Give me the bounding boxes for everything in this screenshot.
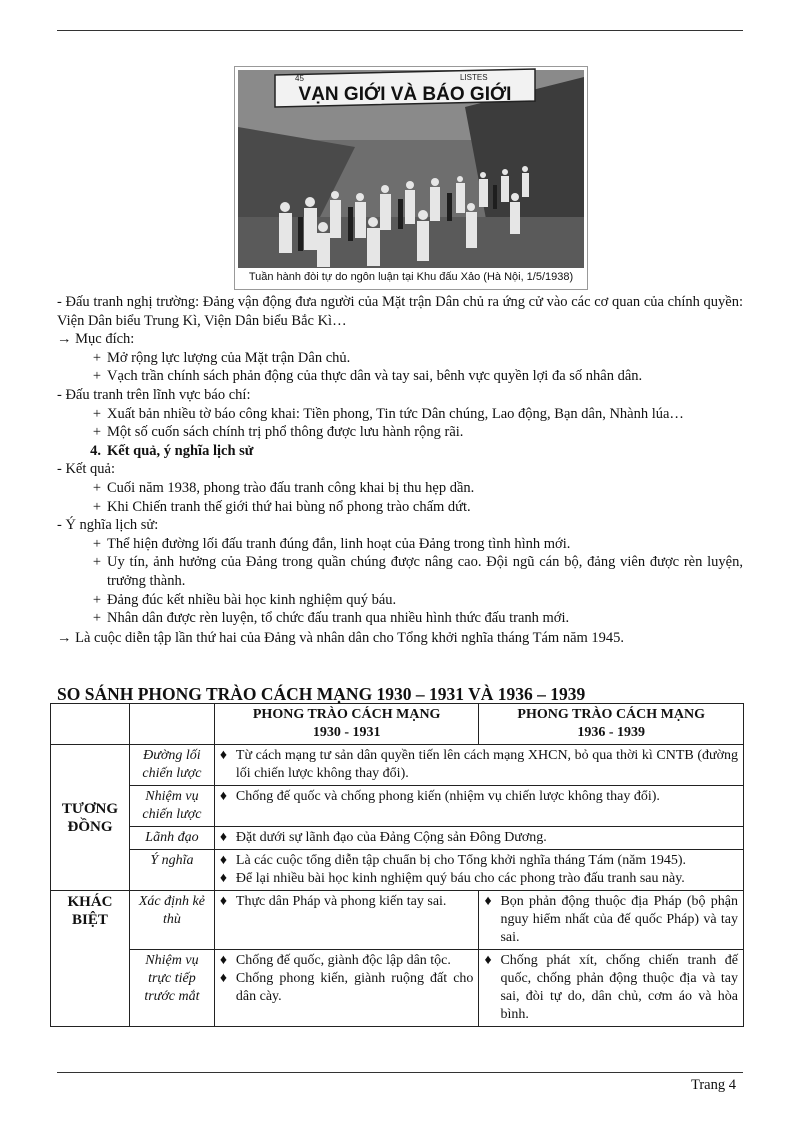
result-item: Khi Chiến tranh thế giới thứ hai bùng nổ phong trào chấm dứt.	[107, 498, 471, 515]
column-title: PHONG TRÀO CÁCH MẠNG	[252, 707, 441, 722]
comparison-heading: SO SÁNH PHONG TRÀO CÁCH MẠNG 1930 – 1931 VÀ 1936 – 1939	[57, 684, 586, 704]
purpose-heading: → Mục đích:	[57, 331, 135, 348]
merged-cell	[214, 786, 743, 827]
column-years: 1936 - 1939	[577, 725, 646, 740]
column-header-1930	[214, 704, 479, 745]
cell-text: Chống phát xít, chống chiến tranh đế quốc, chống phản động thuộc địa và tay sai, đòi tự do, dân chủ, cơm áo và hòa bình.	[500, 953, 738, 1022]
cell-text: Là các cuộc tổng diễn tập chuẩn bị cho Tổng khởi nghĩa tháng Tám (năm 1945).	[235, 853, 686, 868]
empty-header-cell	[129, 704, 214, 745]
page-number: Trang 4	[691, 1077, 736, 1093]
list-item	[220, 970, 474, 1006]
diamond-bullet-icon: ♦	[219, 748, 228, 763]
table-row	[51, 891, 744, 950]
meaning-item: Thể hiện đường lối đấu tranh đúng đắn, linh hoạt của Đảng trong tình hình mới.	[107, 535, 571, 552]
list-item	[57, 349, 743, 368]
plus-marker: +	[92, 535, 101, 552]
plus-marker: +	[92, 368, 101, 385]
list-item	[57, 498, 743, 517]
table-row	[51, 850, 744, 891]
list-item	[57, 405, 743, 424]
plus-marker: +	[92, 498, 101, 515]
result-heading: - Kết quả:	[57, 461, 115, 478]
photo-caption: Tuần hành đòi tự do ngôn luận tại Khu đấu Xảo (Hà Nội, 1/5/1938)	[238, 268, 584, 286]
banner-small-left: 45	[295, 74, 304, 83]
merged-cell	[214, 745, 743, 786]
list-item	[57, 609, 743, 628]
diamond-bullet-icon: ♦	[219, 871, 228, 886]
cell-text: Chống đế quốc và chống phong kiến (nhiệm vụ chiến lược không thay đổi).	[235, 789, 660, 804]
column-title: PHONG TRÀO CÁCH MẠNG	[517, 707, 705, 722]
section-4-heading	[57, 442, 743, 461]
diamond-bullet-icon: ♦	[219, 971, 228, 986]
table-row	[51, 950, 744, 1027]
banner-text: VẠN GIỚI VÀ BÁO GIỚI	[298, 84, 512, 105]
criterion-cell: Nhiệm vụ trực tiếp trước mắt	[129, 950, 214, 1027]
plus-marker: +	[92, 424, 101, 441]
table-header-row	[51, 704, 744, 745]
table-row	[51, 786, 744, 827]
table-row	[51, 827, 744, 850]
list-item	[220, 829, 738, 847]
cell-text: Từ cách mạng tư sản dân quyền tiến lên cách mạng XHCN, bỏ qua thời kì CNTB (đường lối chiến lược không thay đổi).	[235, 748, 738, 781]
cell-1930	[214, 891, 479, 950]
list-item	[57, 367, 743, 386]
purpose-item: Mở rộng lực lượng của Mặt trận Dân chủ.	[107, 349, 351, 366]
meaning-item: Uy tín, ảnh hưởng của Đảng trong quần chúng được nâng cao. Đội ngũ cán bộ, đảng viên được rèn luyện, trưởng thành.	[107, 554, 743, 589]
press-item: Một số cuốn sách chính trị phổ thông được lưu hành rộng rãi.	[107, 424, 464, 441]
criterion-cell: Nhiệm vụ chiến lược	[129, 786, 214, 827]
list-item	[220, 747, 738, 783]
table-row	[51, 745, 744, 786]
list-item	[57, 591, 743, 610]
comparison-table	[50, 703, 744, 1027]
list-item	[220, 870, 738, 888]
list-item	[57, 553, 743, 590]
criterion-cell: Đường lối chiến lược	[129, 745, 214, 786]
group-similarities: TƯƠNG ĐỒNG	[51, 745, 130, 891]
meaning-heading: - Ý nghĩa lịch sử:	[57, 517, 159, 534]
diamond-bullet-icon: ♦	[219, 894, 228, 909]
section-title: Kết quả, ý nghĩa lịch sử	[107, 442, 254, 459]
meaning-item: Đảng đúc kết nhiều bài học kinh nghiệm quý báu.	[107, 591, 397, 608]
list-item	[57, 479, 743, 498]
group-differences: KHÁC BIỆT	[51, 891, 130, 1027]
body-text	[57, 293, 743, 647]
criterion-cell: Xác định kẻ thù	[129, 891, 214, 950]
press-item: Xuất bản nhiều tờ báo công khai: Tiền phong, Tin tức Dân chúng, Lao động, Bạn dân, Nhành lúa…	[107, 405, 684, 422]
column-years: 1930 - 1931	[312, 725, 381, 740]
cell-text: Bọn phản động thuộc địa Pháp (bộ phận nguy hiểm nhất của đế quốc Pháp) và tay sai.	[500, 894, 738, 945]
list-item	[220, 952, 474, 970]
plus-marker: +	[92, 479, 101, 496]
merged-cell	[214, 850, 743, 891]
diamond-bullet-icon: ♦	[219, 953, 228, 968]
diamond-bullet-icon: ♦	[219, 789, 228, 804]
plus-marker: +	[92, 554, 101, 571]
diamond-bullet-icon: ♦	[484, 953, 492, 968]
cell-text: Đặt dưới sự lãnh đạo của Đảng Cộng sản Đông Dương.	[235, 830, 547, 845]
column-header-1936	[479, 704, 744, 745]
list-item	[220, 893, 474, 911]
cell-text: Để lại nhiều bài học kinh nghiệm quý báu cho các phong trào đấu tranh sau này.	[235, 871, 685, 886]
list-item	[484, 952, 738, 1024]
plus-marker: +	[92, 591, 101, 608]
header-rule	[57, 30, 743, 31]
press-heading: - Đấu tranh trên lĩnh vực báo chí:	[57, 386, 251, 403]
criterion-cell: Ý nghĩa	[129, 850, 214, 891]
diamond-bullet-icon: ♦	[484, 894, 492, 909]
section-number: 4.	[90, 442, 101, 459]
empty-header-cell	[51, 704, 130, 745]
list-item	[57, 535, 743, 554]
cell-1936	[479, 891, 744, 950]
list-item	[484, 893, 738, 947]
cell-1930	[214, 950, 479, 1027]
footer-rule	[57, 1072, 743, 1073]
conclusion: → Là cuộc diễn tập lần thứ hai của Đảng và nhân dân cho Tổng khởi nghĩa tháng Tám năm 1945.	[57, 629, 625, 646]
cell-text: Chống phong kiến, giành ruộng đất cho dân cày.	[235, 971, 474, 1004]
diamond-bullet-icon: ♦	[219, 853, 228, 868]
meaning-item: Nhân dân được rèn luyện, tổ chức đấu tranh qua nhiều hình thức đấu tranh mới.	[107, 610, 570, 627]
para-parliament: - Đấu tranh nghị trường: Đảng vận động đưa người của Mặt trận Dân chủ ra ứng cử vào các cơ quan của chính quyền: Viện Dân biểu Trung Kì, Viện Dân biểu Bắc Kì…	[57, 294, 743, 329]
merged-cell	[214, 827, 743, 850]
plus-marker: +	[92, 610, 101, 627]
list-item	[57, 423, 743, 442]
list-item	[220, 788, 738, 806]
plus-marker: +	[92, 349, 101, 366]
historical-photo	[234, 66, 588, 290]
cell-text: Thực dân Pháp và phong kiến tay sai.	[235, 894, 447, 909]
plus-marker: +	[92, 405, 101, 422]
diamond-bullet-icon: ♦	[219, 830, 228, 845]
purpose-item: Vạch trần chính sách phản động của thực dân và tay sai, bênh vực quyền lợi đa số nhân dân.	[107, 368, 643, 385]
criterion-cell: Lãnh đạo	[129, 827, 214, 850]
result-item: Cuối năm 1938, phong trào đấu tranh công khai bị thu hẹp dần.	[107, 479, 475, 496]
list-item	[220, 852, 738, 870]
cell-1936	[479, 950, 744, 1027]
banner-small-right: LISTES	[460, 73, 488, 82]
protest-march-image	[235, 67, 587, 289]
cell-text: Chống đế quốc, giành độc lập dân tộc.	[235, 953, 451, 968]
